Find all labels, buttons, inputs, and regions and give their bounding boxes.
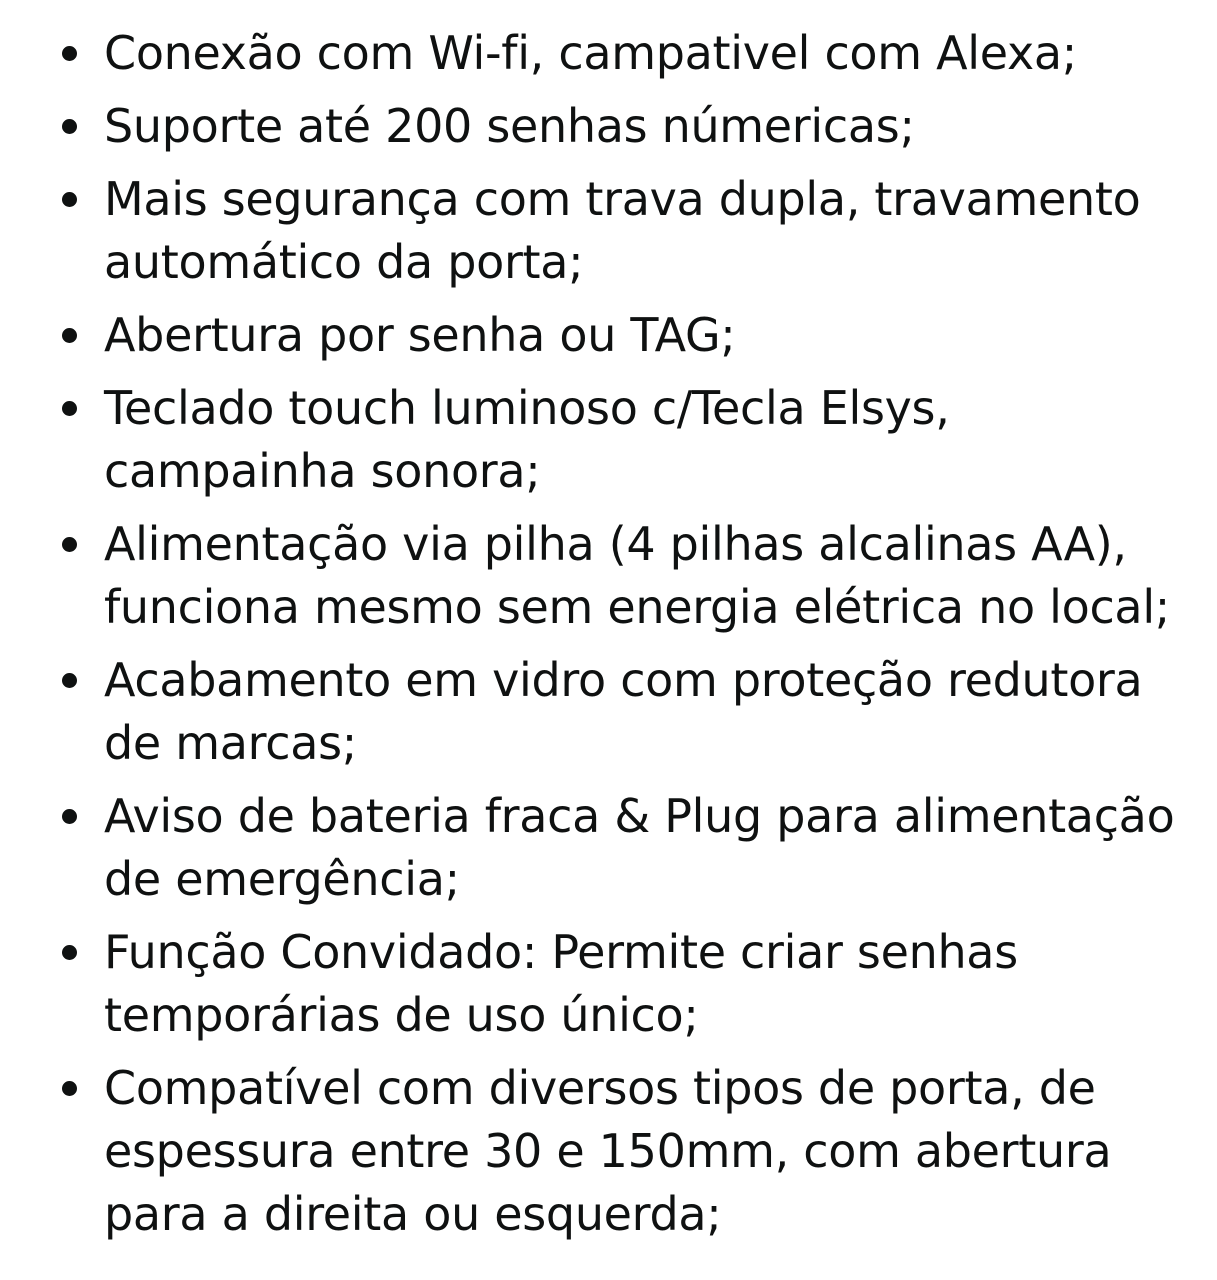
list-item (0, 649, 1217, 775)
bullet-icon (62, 46, 77, 61)
list-item (0, 168, 1217, 294)
feature-text: Compatível com diversos tipos de porta, de espessura entre 30 e 150mm, com abertura para a direita ou esquerda; (104, 1061, 1112, 1241)
feature-text: Acabamento em vidro com proteção redutora de marcas; (104, 653, 1143, 770)
feature-text: Aviso de bateria fraca & Plug para alimentação de emergência; (104, 789, 1175, 906)
feature-text: Mais segurança com trava dupla, travamento automático da porta; (104, 172, 1141, 289)
feature-text: Suporte até 200 senhas númericas; (104, 99, 915, 153)
bullet-icon (62, 119, 77, 134)
bullet-icon (62, 673, 77, 688)
bullet-icon (62, 1081, 77, 1096)
bullet-icon (62, 809, 77, 824)
feature-text: Teclado touch luminoso c/Tecla Elsys, campainha sonora; (104, 381, 950, 498)
list-item (0, 22, 1217, 85)
bullet-icon (62, 328, 77, 343)
feature-text: Alimentação via pilha (4 pilhas alcalinas AA), funciona mesmo sem energia elétrica no local; (104, 517, 1170, 634)
bullet-icon (62, 537, 77, 552)
list-item (0, 785, 1217, 911)
bullet-icon (62, 192, 77, 207)
list-item (0, 95, 1217, 158)
list-item (0, 304, 1217, 367)
list-item (0, 1057, 1217, 1246)
list-item (0, 513, 1217, 639)
feature-text: Conexão com Wi-fi, campativel com Alexa; (104, 26, 1077, 80)
feature-text: Abertura por senha ou TAG; (104, 308, 736, 362)
list-item (0, 921, 1217, 1047)
bullet-icon (62, 401, 77, 416)
feature-list (0, 22, 1217, 1256)
bullet-icon (62, 945, 77, 960)
list-item (0, 377, 1217, 503)
feature-text: Função Convidado: Permite criar senhas temporárias de uso único; (104, 925, 1018, 1042)
